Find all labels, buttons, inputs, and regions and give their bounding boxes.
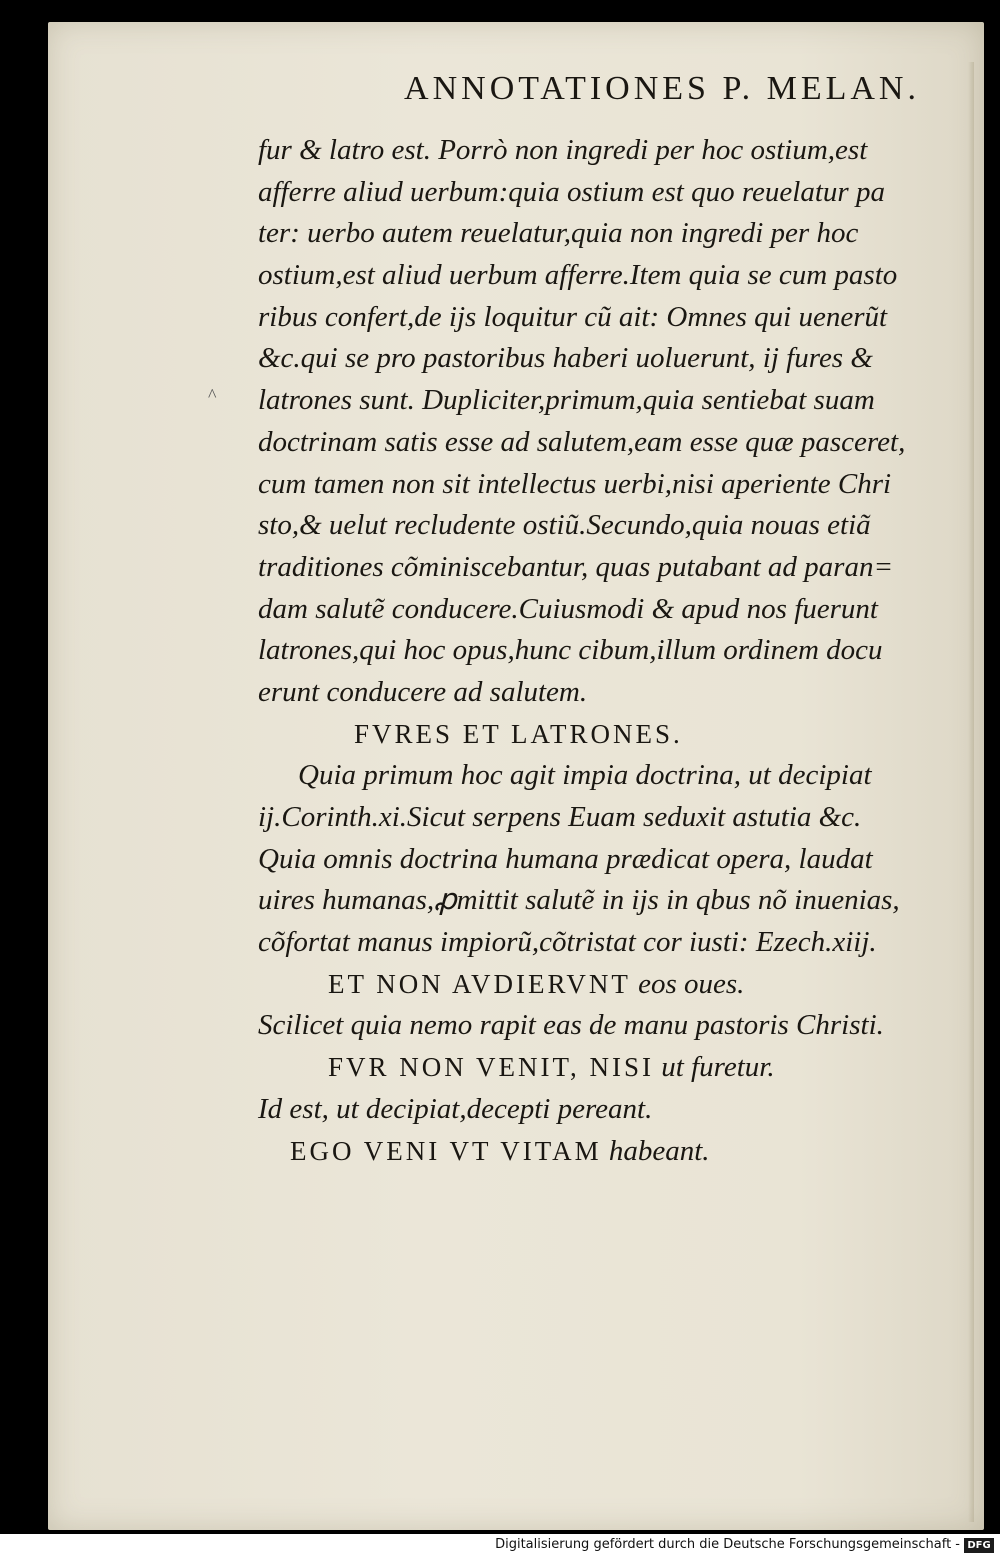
margin-mark: ^ <box>208 385 217 405</box>
text-line: cum tamen non sit intellectus uerbi,nisi aperiente Chri <box>258 467 892 500</box>
text-line <box>258 1131 948 1173</box>
text-line: Scilicet quia nemo rapit eas de manu pastoris Christi. <box>258 1009 884 1042</box>
heading-italic: eos oues. <box>630 967 745 1000</box>
text-line: ribus confert,de ijs loquitur cũ ait: Omnes qui uenerũt <box>258 300 888 333</box>
digitization-footer <box>0 1534 1000 1557</box>
text-line: traditiones cõminiscebantur, quas putabant ad paran= <box>258 550 894 583</box>
text-line: FVRES ET LATRONES. <box>354 718 683 749</box>
dfg-logo: DFG <box>964 1538 994 1553</box>
running-head: ANNOTATIONES P. MELAN. <box>404 70 920 107</box>
heading-italic: habeant. <box>601 1134 710 1167</box>
text-line: ter: uerbo autem reuelatur,quia non ingredi per hoc <box>258 217 859 250</box>
text-line: cõfortat manus impiorũ,cõtristat cor iusti: Ezech.xiij. <box>258 926 877 959</box>
heading-caps: EGO VENI VT VITAM <box>290 1135 602 1166</box>
text-line: uires humanas,ꝓmittit salutẽ in ijs in qbus nõ inuenias, <box>258 884 900 917</box>
text-line: erunt conducere ad salutem. <box>258 675 588 708</box>
heading-italic: ut furetur. <box>654 1051 775 1084</box>
text-line <box>258 964 948 1006</box>
text-line: Id est, ut decipiat,decepti pereant. <box>258 1092 653 1125</box>
text-line <box>258 1047 948 1089</box>
text-line: fur & latro est. Porrò non ingredi per hoc ostium,est <box>258 134 868 166</box>
text-line: latrones sunt. Dupliciter,primum,quia sentiebat suam <box>258 384 875 417</box>
text-line: afferre aliud uerbum:quia ostium est quo reuelatur pa <box>258 175 885 208</box>
text-line: latrones,qui hoc opus,hunc cibum,illum ordinem docu <box>258 634 883 667</box>
text-line: &c.qui se pro pastoribus haberi uoluerunt, ij fures & <box>258 342 873 375</box>
text-line: doctrinam satis esse ad salutem,eam esse quæ pasceret, <box>258 425 906 458</box>
page-edge-shadow <box>968 62 974 1522</box>
text-line: sto,& uelut recludente ostiũ.Secundo,quia nouas etiã <box>258 509 871 542</box>
text-line: ij.Corinth.xi.Sicut serpens Euam seduxit astutia &c. <box>258 801 862 833</box>
funding-notice: Digitalisierung gefördert durch die Deutsche Forschungsgemeinschaft - <box>495 1537 960 1552</box>
text-line: dam salutẽ conducere.Cuiusmodi & apud nos fuerunt <box>258 592 878 625</box>
body-text <box>258 130 948 1172</box>
heading-caps: ET NON AVDIERVNT <box>328 968 631 999</box>
heading-caps: FVR NON VENIT, NISI <box>328 1052 654 1083</box>
text-line: Quia omnis doctrina humana prædicat opera, laudat <box>258 842 873 875</box>
text-line: Quia primum hoc agit impia doctrina, ut decipiat <box>298 759 872 792</box>
text-line: ostium,est aliud uerbum afferre.Item quia se cum pasto <box>258 259 898 292</box>
